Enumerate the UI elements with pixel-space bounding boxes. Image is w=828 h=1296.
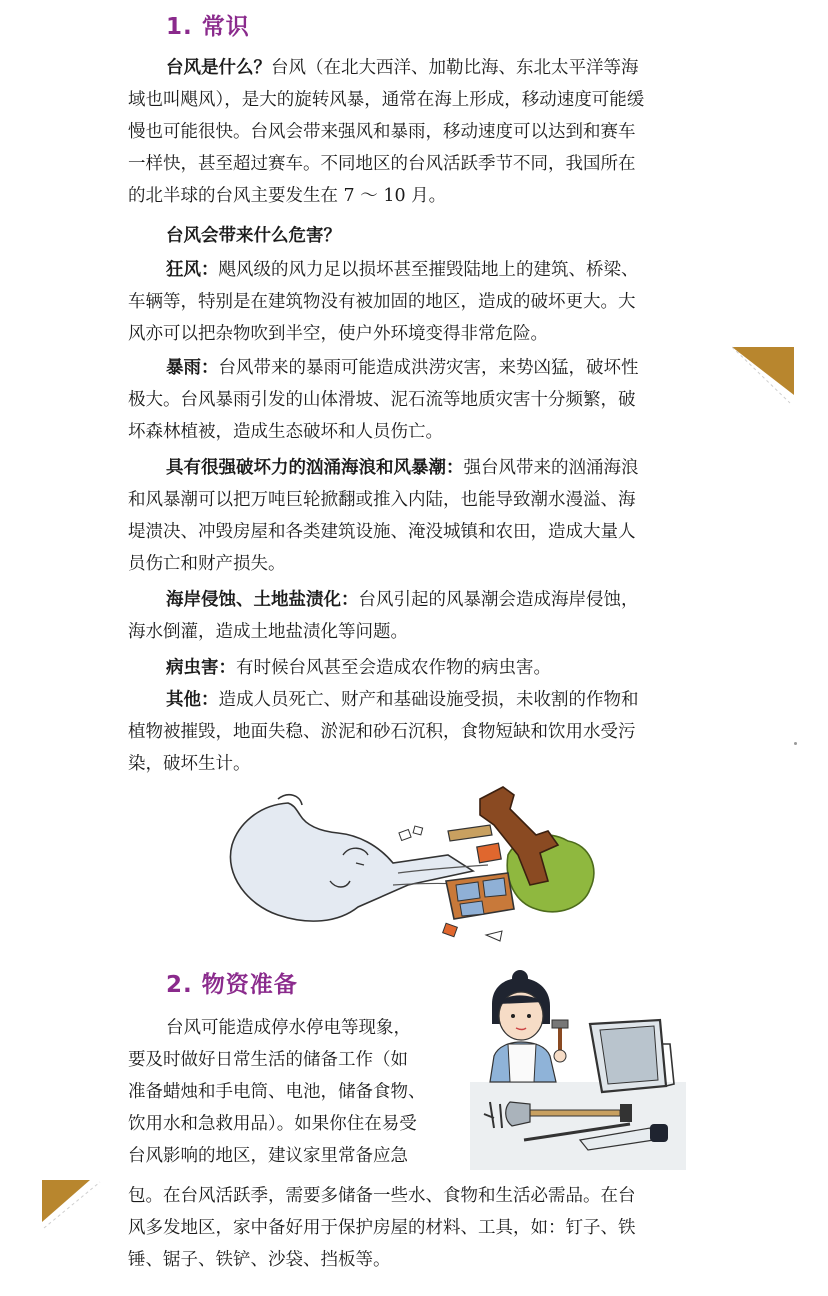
p1-lead: 台风是什么？ <box>166 58 271 78</box>
supplies-line-3: 准备蜡烛和手电筒、电池，储备食物、 <box>128 1082 426 1102</box>
other-lead: 其他： <box>166 690 219 710</box>
wind-line-2: 车辆等，特别是在建筑物没有被加固的地区，造成的破坏更大。大 <box>128 292 636 312</box>
p1-line-1 <box>166 52 639 84</box>
supplies-line-2: 要及时做好日常生活的储备工作（如 <box>128 1050 408 1070</box>
surge-line-3: 堤溃决、冲毁房屋和各类建筑设施、淹没城镇和农田，造成大量人 <box>128 522 636 542</box>
other-line-2: 植物被摧毁，地面失稳、淤泥和砂石沉积，食物短缺和饮用水受污 <box>128 722 636 742</box>
surge-lead: 具有很强破坏力的汹涌海浪和风暴潮： <box>166 458 464 478</box>
rain-lead: 暴雨： <box>166 358 219 378</box>
surge-line-4: 员伤亡和财产损失。 <box>128 554 286 574</box>
supplies-line-5: 台风影响的地区，建议家里常备应急 <box>128 1146 408 1166</box>
rain-line-1 <box>166 352 639 384</box>
hazard-question: 台风会带来什么危害？ <box>166 226 341 246</box>
typhoon-wind-illustration <box>218 785 608 950</box>
coast-line-1 <box>166 584 639 616</box>
coast-lead: 海岸侵蚀、土地盐渍化： <box>166 590 359 610</box>
other-line-3: 染，破坏生计。 <box>128 754 251 774</box>
surge-text-1: 强台风带来的汹涌海浪 <box>463 458 639 478</box>
section-heading-supplies: 2. 物资准备 <box>166 972 298 998</box>
surge-line-2: 和风暴潮可以把万吨巨轮掀翻或推入内陆，也能导致潮水漫溢、海 <box>128 490 636 510</box>
p1-line-3: 慢也可能很快。台风会带来强风和暴雨，移动速度可以达到和赛车 <box>128 122 636 142</box>
p1-line-4: 一样快，甚至超过赛车。不同地区的台风活跃季节不同，我国所在 <box>128 154 636 174</box>
coast-text-1: 台风引起的风暴潮会造成海岸侵蚀， <box>358 590 639 610</box>
supplies-line-6: 包。在台风活跃季，需要多储备一些水、食物和生活必需品。在台 <box>128 1186 636 1206</box>
rain-text-1: 台风带来的暴雨可能造成洪涝灾害，来势凶猛，破坏性 <box>218 358 639 378</box>
p1-line-5: 的北半球的台风主要发生在 7 ～ 10 月。 <box>128 186 447 206</box>
margin-dot <box>794 742 797 745</box>
p1-text-1: 台风（在北大西洋、加勒比海、东北太平洋等海 <box>271 58 639 78</box>
corner-triangle-icon <box>40 1178 102 1232</box>
supplies-line-1: 台风可能造成停水停电等现象， <box>166 1018 411 1038</box>
pest-line-1 <box>166 652 551 684</box>
corner-triangle-icon <box>732 345 796 405</box>
wind-line-3: 风亦可以把杂物吹到半空，使户外环境变得非常危险。 <box>128 324 548 344</box>
p1-line-2: 域也叫飓风），是大的旋转风暴，通常在海上形成，移动速度可能缓 <box>128 90 645 110</box>
rain-line-2: 极大。台风暴雨引发的山体滑坡、泥石流等地质灾害十分频繁，破 <box>128 390 636 410</box>
coast-line-2: 海水倒灌，造成土地盐渍化等问题。 <box>128 622 408 642</box>
surge-line-1 <box>166 452 639 484</box>
supplies-line-8: 锤、锯子、铁铲、沙袋、挡板等。 <box>128 1250 391 1270</box>
wind-text-1: 飓风级的风力足以损坏甚至摧毁陆地上的建筑、桥梁、 <box>218 260 639 280</box>
other-text-1: 造成人员死亡、财产和基础设施受损，未收割的作物和 <box>218 690 639 710</box>
supplies-line-4: 饮用水和急救用品）。如果你住在易受 <box>128 1114 417 1134</box>
rain-line-3: 坏森林植被，造成生态破坏和人员伤亡。 <box>128 422 443 442</box>
wind-lead: 狂风： <box>166 260 219 280</box>
other-line-1 <box>166 684 639 716</box>
pest-text-1: 有时候台风甚至会造成农作物的病虫害。 <box>236 658 551 678</box>
wind-line-1 <box>166 254 639 286</box>
pest-lead: 病虫害： <box>166 658 236 678</box>
section-heading-common-knowledge: 1. 常识 <box>166 14 250 40</box>
supplies-line-7: 风多发地区，家中备好用于保护房屋的材料、工具，如：钉子、铁 <box>128 1218 636 1238</box>
person-with-tools-illustration <box>470 964 690 1172</box>
